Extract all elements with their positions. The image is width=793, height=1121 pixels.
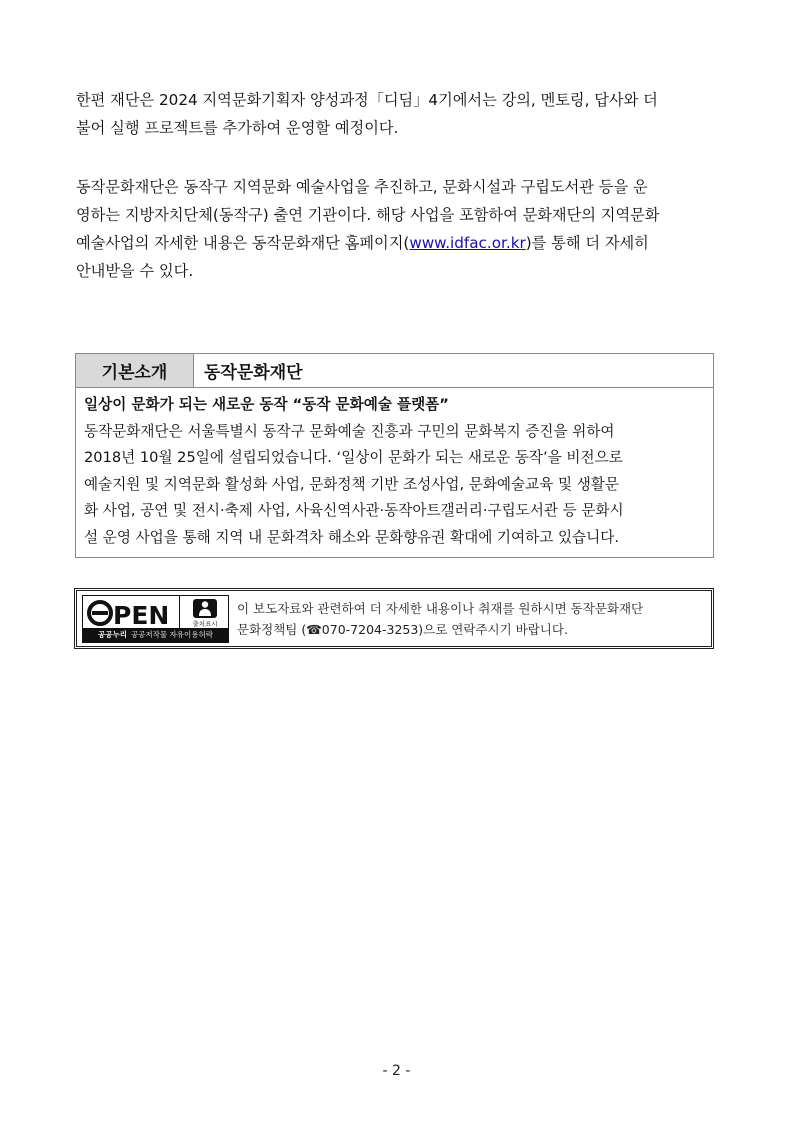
contact-line: 문화정책팀 (☎070-7204-3253)으로 연락주시기 바랍니다. bbox=[237, 622, 568, 637]
intro-body bbox=[76, 388, 713, 557]
logo-divider bbox=[179, 596, 180, 629]
paragraph-line bbox=[76, 229, 714, 257]
contact-line: 이 보도자료와 관련하여 더 자세한 내용이나 취재를 원하시면 동작문화재단 bbox=[237, 601, 644, 616]
intro-header bbox=[76, 354, 713, 388]
line-text: )를 통해 더 자세히 bbox=[525, 234, 649, 252]
kogl-name: 공공누리 bbox=[97, 630, 127, 639]
intro-line: 동작문화재단은 서울특별시 동작구 문화예술 진흥과 구민의 문화복지 증진을 위하여 bbox=[84, 422, 615, 440]
kogl-bar bbox=[83, 628, 228, 642]
intro-line: 화 사업, 공연 및 전시·축제 사업, 사육신역사관·동작아트갤러리·구립도서관 등 문화시 bbox=[84, 502, 624, 519]
kogl-open-logo bbox=[82, 595, 229, 643]
open-wordmark-icon bbox=[86, 598, 178, 628]
intro-org-name: 동작문화재단 bbox=[204, 363, 303, 383]
intro-tag: 기본소개 bbox=[76, 354, 194, 387]
paragraph-line: 한편 재단은 2024 지역문화기획자 양성과정「디딤」4기에서는 강의, 멘토링, 답사와 더 bbox=[76, 91, 658, 109]
intro-line: 예술지원 및 지역문화 활성화 사업, 문화정책 기반 조성사업, 문화예술교육 및 생활문 bbox=[84, 475, 619, 493]
paragraph-didim bbox=[76, 86, 714, 142]
contact-text bbox=[237, 598, 643, 640]
svg-text:PEN: PEN bbox=[113, 601, 170, 628]
page-number: - 2 - bbox=[382, 1063, 411, 1079]
line-text: 예술사업의 자세한 내용은 동작문화재단 홈페이지( bbox=[76, 234, 410, 252]
attribution-label: 출처표시 bbox=[192, 620, 218, 627]
intro-box bbox=[75, 353, 714, 558]
paragraph-line: 영하는 지방자치단체(동작구) 출연 기관이다. 해당 사업을 포함하여 문화재단의 지역문화 bbox=[76, 206, 660, 224]
kogl-desc: 공공저작물 자유이용허락 bbox=[130, 630, 214, 639]
open-license-box bbox=[74, 588, 714, 649]
paragraph-line: 동작문화재단은 동작구 지역문화 예술사업을 추진하고, 문화시설과 구립도서관 등을 운 bbox=[76, 178, 648, 196]
paragraph-line: 안내받을 수 있다. bbox=[76, 262, 194, 280]
homepage-link[interactable]: www.idfac.or.kr bbox=[409, 234, 526, 252]
paragraph-line: 불어 실행 프로젝트를 추가하여 운영할 예정이다. bbox=[76, 119, 399, 137]
attribution-person-icon bbox=[186, 599, 224, 627]
intro-line: 설 운영 사업을 통해 지역 내 문화격차 해소와 문화향유권 확대에 기여하고 있습니다. bbox=[84, 528, 619, 546]
paragraph-foundation bbox=[76, 173, 714, 285]
intro-line: 2018년 10월 25일에 설립되었습니다. ‘일상이 문화가 되는 새로운 동작’을 비전으로 bbox=[84, 449, 623, 466]
intro-slogan: 일상이 문화가 되는 새로운 동작 “동작 문화예술 플랫폼” bbox=[84, 396, 449, 413]
